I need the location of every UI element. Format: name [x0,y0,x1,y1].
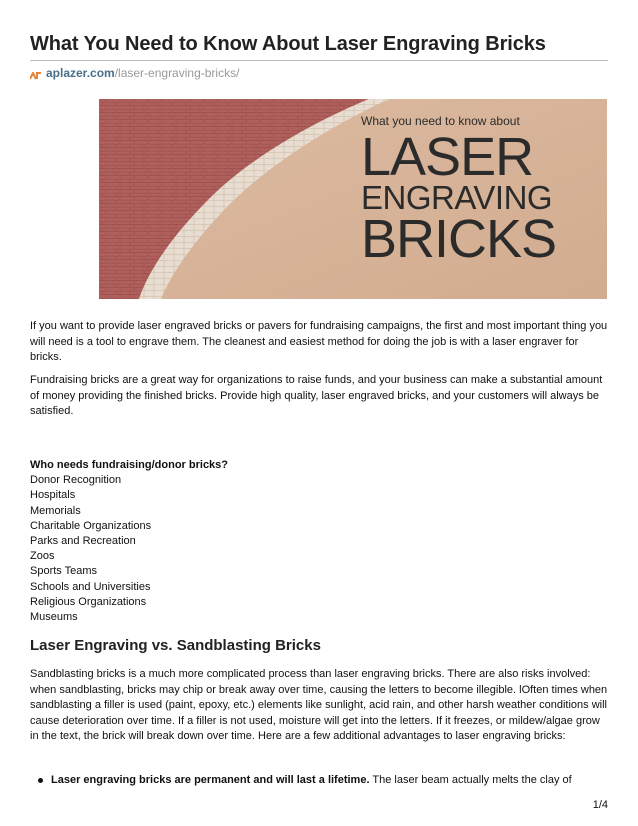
list-item: Zoos [30,550,55,563]
aplazer-logo-icon [30,69,42,77]
title-divider [30,60,608,61]
list-item [30,773,608,789]
list-item: Schools and Universities [30,580,151,593]
article-title: What You Need to Know About Laser Engraving Bricks [30,33,546,55]
fundraising-paragraph: Fundraising bricks are a great way for organizations to raise funds, and your business can make a substantial amount of money providing the finished bricks. Provide high quality, laser engraved bricks, and your customers will always be satisfied. [30,374,603,418]
list-item: Charitable Organizations [30,519,152,532]
hero-line-bricks: BRICKS [361,209,557,269]
hero-line-laser: LASER [361,127,534,187]
list-item: Donor Recognition [30,474,122,487]
list-item: Religious Organizations [30,595,147,608]
who-needs-list [30,473,228,625]
list-item: Parks and Recreation [30,535,136,548]
list-item: Museums [30,611,78,624]
who-needs-heading: Who needs fundraising/donor bricks? [30,459,229,471]
bullet-icon [38,778,43,783]
source-domain-link[interactable]: aplazer.com [46,66,115,80]
bullet-text: The laser beam actually melts the clay of [369,774,572,786]
hero-headline [361,114,557,269]
who-needs-section [30,458,228,625]
list-item: Sports Teams [30,565,98,578]
hero-line-small: What you need to know about [361,114,520,128]
list-item: Memorials [30,504,81,517]
list-item: Hospitals [30,489,76,502]
intro-paragraph: If you want to provide laser engraved bricks or pavers for fundraising campaigns, the first and most important thing you will need is a tool to engrave them. The cleanest and easiest method for doing the job is with a laser engraver for bricks. [30,320,608,364]
source-line [30,66,239,80]
advantages-list [30,773,608,789]
hero-image [99,99,607,299]
hero-line-engraving: ENGRAVING [361,179,553,216]
sandblasting-paragraph: Sandblasting bricks is a much more complicated process than laser engraving bricks. There are also risks involved: when sandblasting, bricks may chip or break away over time, causing the letters to become illegible. lOften times when sandblasting a filler is used (paint, epoxy, etc.) elements like sunlight, acid rain, and other harsh weather conditions will cause deterioration over time. If a filler is not used, moisture will get into the letters. If it freezes, or mildew/algae grow in the text, the brick will break down over time. Here are a few additional advantages to laser engraving bricks: [30,668,608,743]
page-number: 1/4 [592,799,608,811]
bullet-bold-text: Laser engraving bricks are permanent and will last a lifetime. [51,774,370,786]
source-path-link[interactable]: /laser-engraving-bricks/ [114,66,240,80]
section-heading-laser-vs-sandblasting: Laser Engraving vs. Sandblasting Bricks [30,637,321,654]
